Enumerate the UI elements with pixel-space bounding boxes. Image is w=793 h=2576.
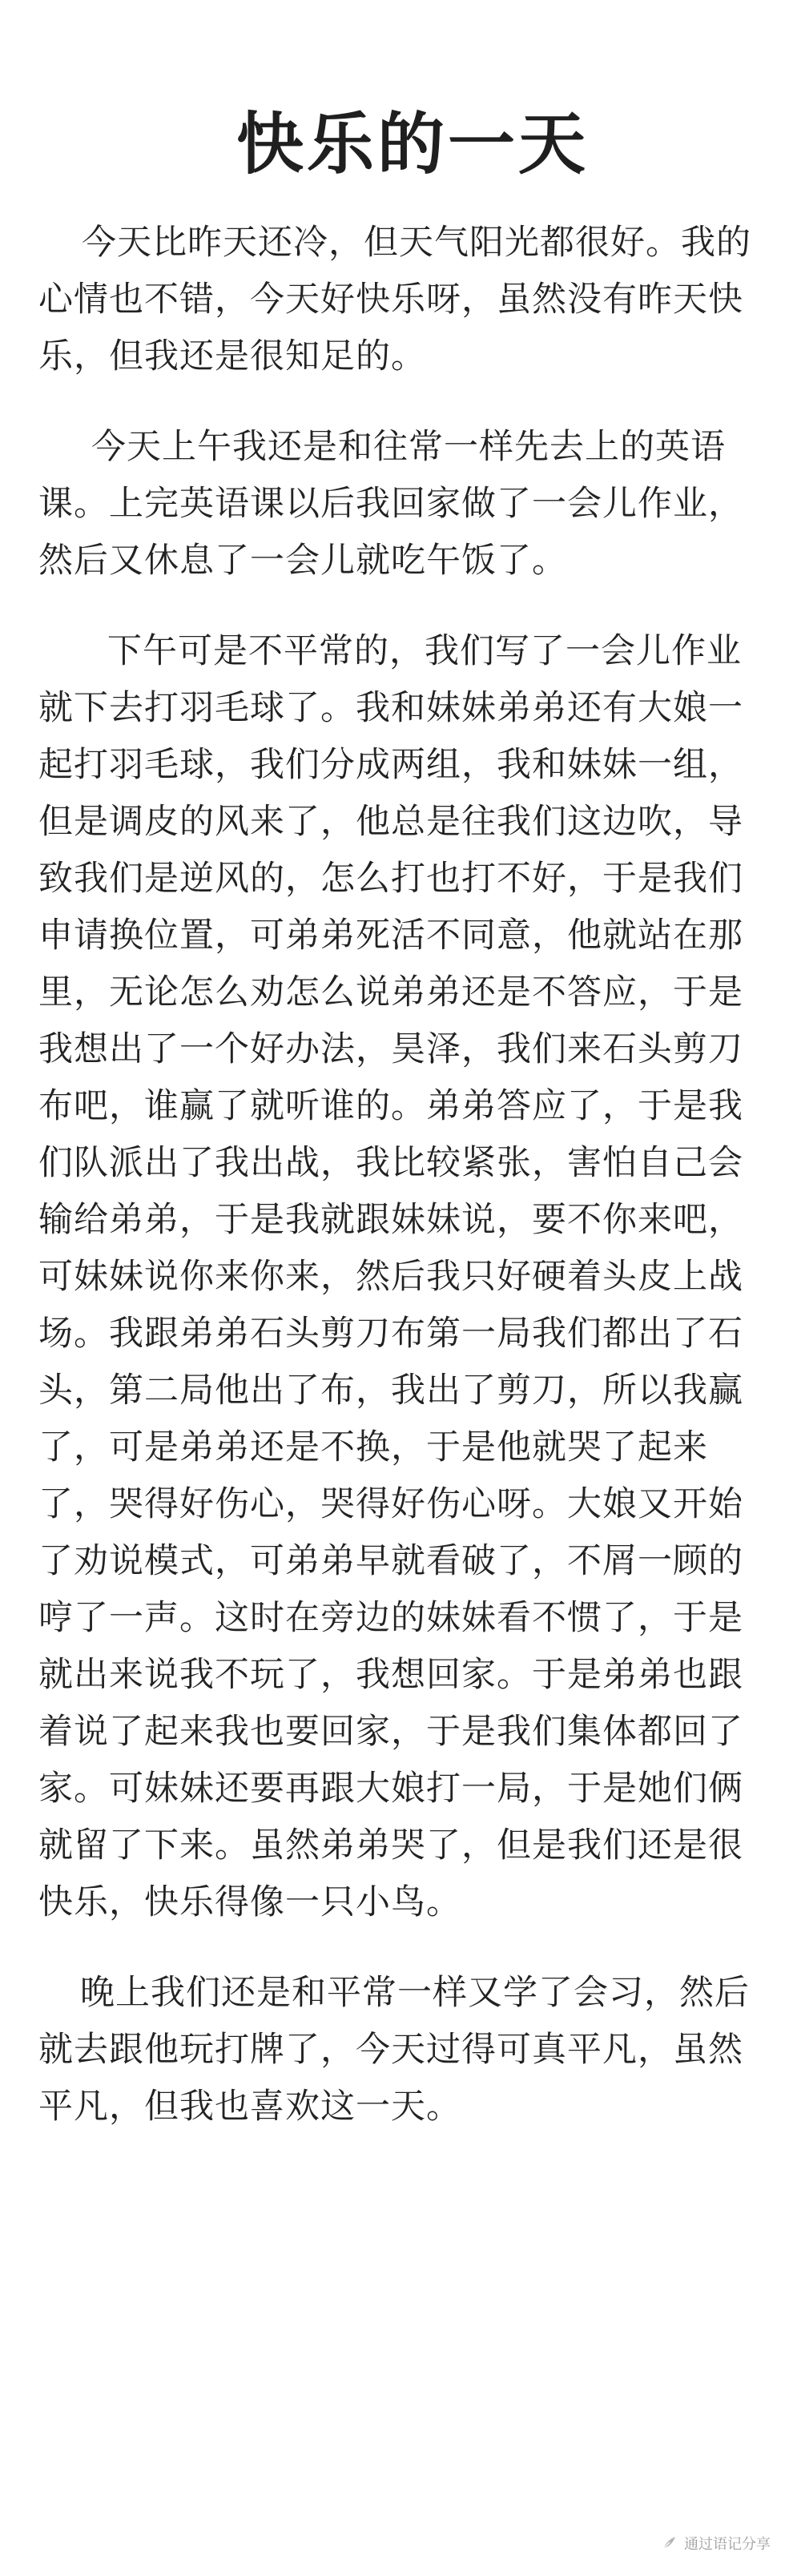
- watermark: [660, 2533, 771, 2554]
- paragraph-1: 今天比昨天还冷，但天气阳光都很好。我的心情也不错，今天好快乐呀，虽然没有昨天快乐，但我还是很知足的。: [38, 223, 751, 376]
- page-title: 快乐的一天: [235, 105, 589, 183]
- paragraph-4: 晚上我们还是和平常一样又学了会习，然后就去跟他玩打牌了，今天过得可真平凡，虽然平凡，但我也喜欢这一天。: [38, 1973, 750, 2127]
- paragraph-3: 下午可是不平常的，我们写了一会儿作业就下去打羽毛球了。我和妹妹弟弟还有大娘一起打羽毛球，我们分成两组，我和妹妹一组，但是调皮的风来了，他总是往我们这边吹，导致我们是逆风的，怎么打也打不好，于是我们申请换位置，可弟弟死活不同意，他就站在那里，无论怎么劝怎么说弟弟还是不答应，于是我想出了一个好办法，昊泽，我们来石头剪刀布吧，谁赢了就听谁的。弟弟答应了，于是我们队派出了我出战，我比较紧张，害怕自己会输给弟弟，于是我就跟妹妹说，要不你来吧，可妹妹说你来你来，然后我只好硬着头皮上战场。我跟弟弟石头剪刀布第一局我们都出了石头，第二局他出了布，我出了剪刀，所以我赢了，可是弟弟还是不换，于是他就哭了起来了，哭得好伤心，哭得好伤心呀。大娘又开始了劝说模式，可弟弟早就看破了，不屑一顾的哼了一声。这时在旁边的妹妹看不惯了，于是就出来说我不玩了，我想回家。于是弟弟也跟着说了起来我也要回家，于是我们集体都回了家。可妹妹还要再跟大娘打一局，于是她们俩就留了下来。虽然弟弟哭了，但是我们还是很快乐，快乐得像一只小鸟。: [38, 631, 743, 1922]
- watermark-text: 通过语记分享: [684, 2536, 771, 2553]
- paragraph-2: 今天上午我还是和往常一样先去上的英语课。上完英语课以后我回家做了一会儿作业，然后又休息了一会儿就吃午饭了。: [38, 427, 743, 581]
- article-body: [38, 215, 759, 2135]
- feather-icon: [660, 2534, 678, 2552]
